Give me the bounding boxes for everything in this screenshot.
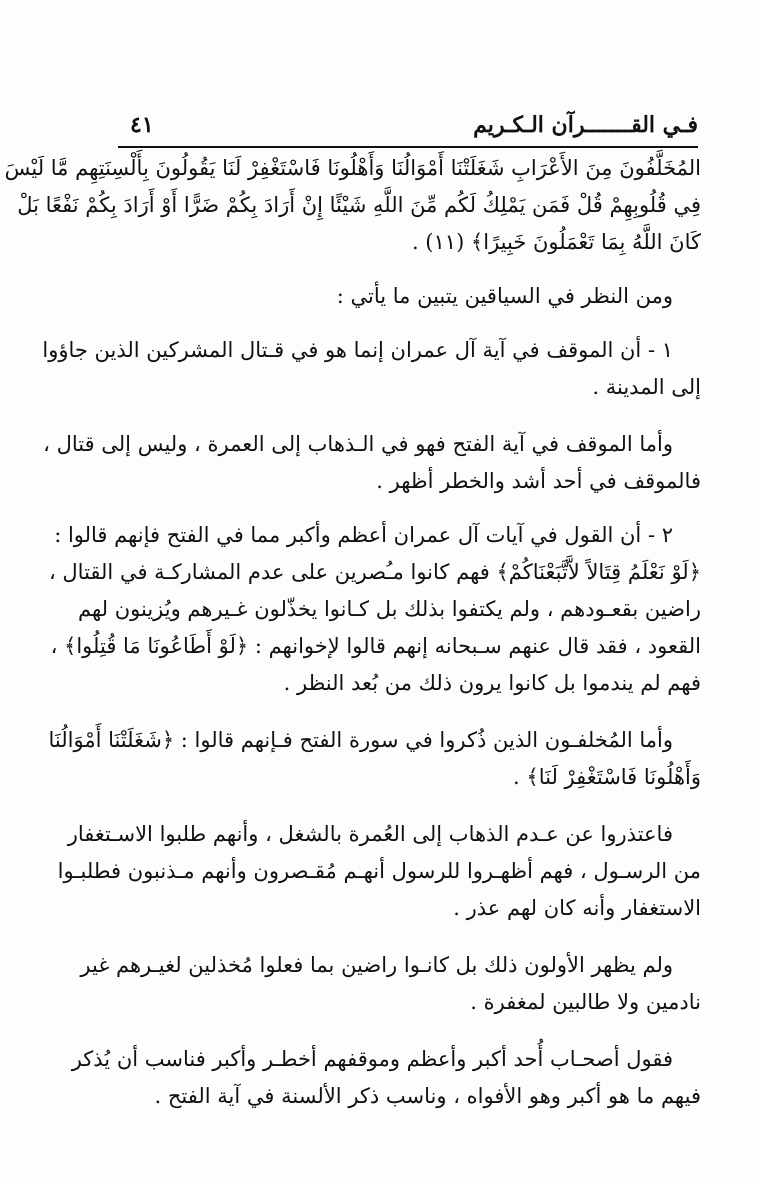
- text-line: الاستغفار وأنه كان لهم عذر .: [453, 896, 701, 920]
- page-body: [4, 150, 701, 1115]
- text-line: المُخَلَّفُونَ مِنَ الأَعْرَابِ شَغَلَتْنَا أَمْوَالُنَا وَأَهْلُونَا فَاسْتَغْفِرْ لَنَا يَقُولُونَ بِأَلْسِنَتِهِم مَّا لَيْسَ: [4, 156, 701, 180]
- text-line: فاعتذروا عن عـدم الذهاب إلى العُمرة بالشغل ، وأنهم طلبوا الاسـتغفار: [67, 822, 673, 846]
- text-line: من الرسـول ، فهم أظهـروا للرسول أنهـم مُقـصرون وأنهم مـذنبون فطلبـوا: [57, 859, 701, 883]
- text-line: وأما الموقف في آية الفتح فهو في الـذهاب إلى العمرة ، وليس إلى قتال ،: [43, 432, 673, 456]
- paragraph: [42, 332, 701, 406]
- page-header: [118, 110, 698, 148]
- text-line: ﴿لَوْ نَعْلَمُ قِتَالاً لاَّتَّبَعْنَاكُمْ﴾ فهم كانوا مـُصرين على عدم المشاركـة في القتال ،: [48, 560, 701, 584]
- text-line: كَانَ اللَّهُ بِمَا تَعْمَلُونَ خَبِيرًا﴾ (١١) .: [411, 230, 701, 254]
- text-line: وَأَهْلُونَا فَاسْتَغْفِرْ لَنَا﴾ .: [513, 765, 701, 789]
- paragraph: [71, 1041, 701, 1115]
- paragraph: [57, 816, 701, 927]
- text-line: ٢ - أن القول في آيات آل عمران أعظم وأكبر مما في الفتح فإنهم قالوا :: [54, 523, 673, 547]
- page-number: ٤١: [130, 112, 154, 138]
- paragraph: [43, 426, 701, 500]
- paragraph: [48, 722, 701, 796]
- paragraph: [80, 947, 701, 1021]
- text-line: القعود ، فقد قال عنهم سـبحانه إنهم قالوا لإخوانهم : ﴿لَوْ أَطَاعُونَا مَا قُتِلُوا﴾ ،: [50, 634, 701, 658]
- text-line: نادمين ولا طالبين لمغفرة .: [470, 990, 701, 1014]
- paragraph: [4, 150, 701, 261]
- running-title: فـي القـــــــرآن الـكـريم: [473, 112, 698, 138]
- text-line: ١ - أن الموقف في آية آل عمران إنما هو في قـتال المشركين الذين جاؤوا: [42, 338, 673, 362]
- text-line: فهم لم يندموا بل كانوا يرون ذلك من بُعد النظر .: [283, 671, 701, 695]
- text-line: فقول أصحـاب أُحد أكبر وأعظم وموقفهم أخطـر وأكبر فناسب أن يُذكر: [71, 1047, 673, 1071]
- text-line: ولم يظهر الأولون ذلك بل كانـوا راضين بما فعلوا مُخذلين لغيـرهم غير: [80, 953, 673, 977]
- text-line: فِي قُلُوبِهِمْ قُلْ فَمَن يَمْلِكُ لَكُم مِّنَ اللَّهِ شَيْئًا إِنْ أَرَادَ بِكُمْ ضَرًّا أَوْ أَرَادَ بِكُمْ نَفْعًا بَلْ: [17, 193, 701, 217]
- text-line: فيهم ما هو أكبر وهو الأفواه ، وناسب ذكر الألسنة في آية الفتح .: [154, 1084, 701, 1108]
- paragraph: [48, 517, 701, 702]
- text-line: ومن النظر في السياقين يتبين ما يأتي :: [336, 284, 673, 308]
- paragraph: [92, 278, 701, 315]
- text-line: راضين بقعـودهم ، ولم يكتفوا بذلك بل كـانوا يخذّلون غـيرهم ويُزينون لهم: [77, 597, 701, 621]
- text-line: وأما المُخلفـون الذين ذُكروا في سورة الفتح فـإنهم قالوا : ﴿شَغَلَتْنَا أَمْوَالُنَا: [48, 728, 673, 752]
- text-line: فالموقف في أحد أشد والخطر أظهر .: [376, 469, 701, 493]
- text-line: إلى المدينة .: [592, 375, 701, 399]
